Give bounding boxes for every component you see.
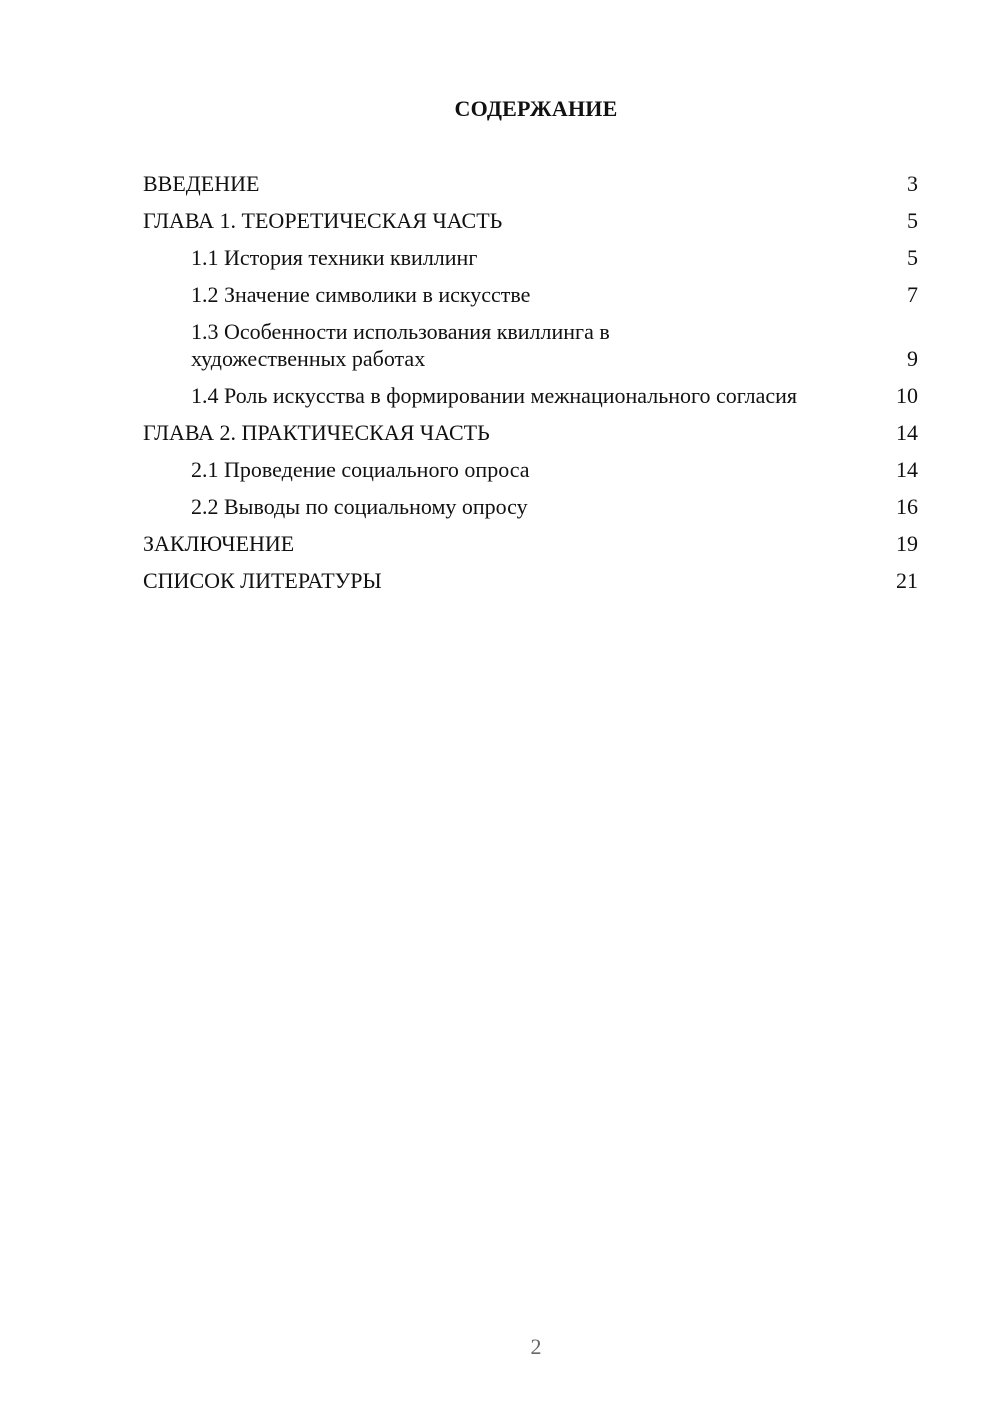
toc-entry-label: 2.2 Выводы по социальному опросу [191,494,528,519]
toc-entry-label: 1.3 Особенности использования квиллинга в художественных работах [191,319,610,371]
toc-entry-chapter-1 [143,207,918,234]
toc-entry-1-3 [143,318,918,372]
toc-entry-label: ЗАКЛЮЧЕНИЕ [143,531,295,556]
toc-entry-page: 10 [896,383,918,408]
toc-entry-bibliography [143,567,918,594]
toc-entry-label: ГЛАВА 2. ПРАКТИЧЕСКАЯ ЧАСТЬ [143,420,490,445]
toc-entry-page: 14 [896,457,918,482]
toc-entry-label: 1.2 Значение символики в искусстве [191,282,531,307]
toc-entry-label: ВВЕДЕНИЕ [143,171,260,196]
toc-entry-label: 2.1 Проведение социального опроса [191,457,530,482]
toc-entry-label: СПИСОК ЛИТЕРАТУРЫ [143,568,382,593]
toc-entry-1-4 [143,382,918,409]
toc-entry-label: 1.1 История техники квиллинг [191,245,478,270]
table-of-contents [143,170,918,604]
toc-entry-page: 5 [907,208,918,233]
toc-entry-page: 19 [896,531,918,556]
toc-entry-2-2 [143,493,918,520]
toc-entry-label: 1.4 Роль искусства в формировании межнационального согласия [191,383,798,408]
toc-entry-chapter-2 [143,419,918,446]
toc-entry-label: ГЛАВА 1. ТЕОРЕТИЧЕСКАЯ ЧАСТЬ [143,208,503,233]
toc-entry-page: 21 [896,568,918,593]
toc-entry-page: 7 [907,282,918,307]
toc-entry-2-1 [143,456,918,483]
page-number: 2 [530,1334,542,1359]
toc-entry-page: 16 [896,494,918,519]
toc-entry-page: 3 [907,171,918,196]
toc-entry-introduction [143,170,918,197]
toc-entry-1-2 [143,281,918,308]
toc-entry-1-1 [143,244,918,271]
toc-entry-page: 5 [907,245,918,270]
page-title: СОДЕРЖАНИЕ [454,96,618,121]
toc-entry-page: 9 [907,346,918,371]
toc-entry-conclusion [143,530,918,557]
toc-entry-page: 14 [896,420,918,445]
